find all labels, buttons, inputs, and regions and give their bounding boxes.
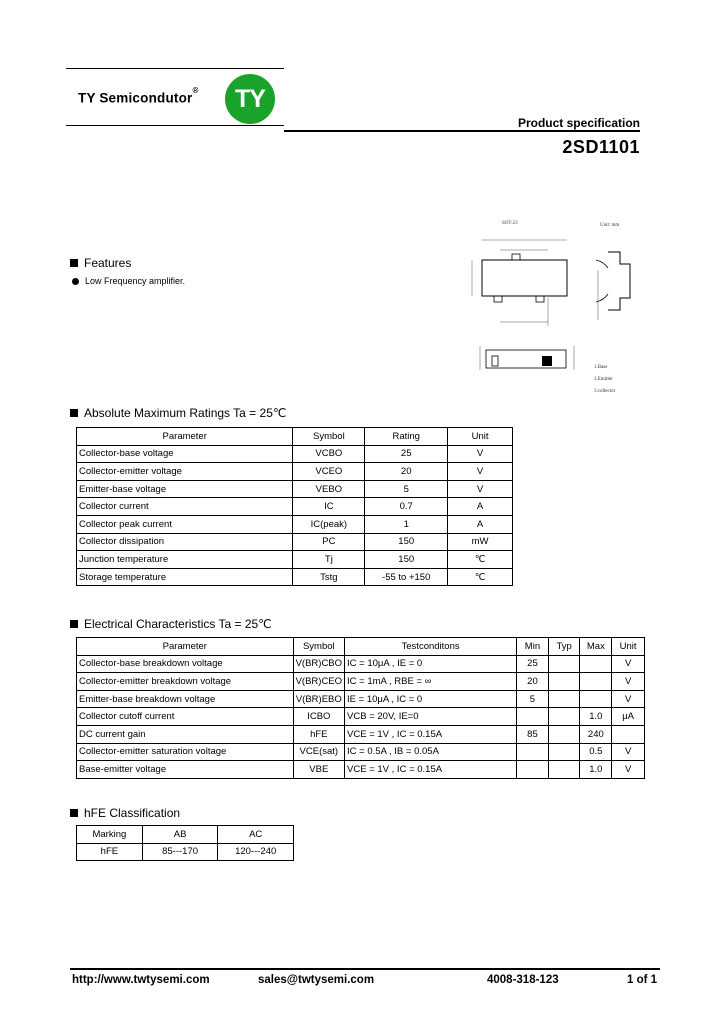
- table-cell: [548, 690, 580, 708]
- package-unit: Unit: mm: [600, 223, 620, 228]
- table-cell: V(BR)CEO: [293, 673, 344, 691]
- table-cell: 0.7: [365, 498, 448, 516]
- abs-max-table: [76, 427, 513, 586]
- elec-heading: Electrical Characteristics Ta = 25℃: [70, 617, 272, 631]
- package-name: SOT-23: [502, 221, 518, 226]
- table-row: [77, 708, 645, 726]
- pin-label-1: 1.Base: [594, 365, 608, 370]
- table-cell: 0.5: [580, 743, 612, 761]
- pin-label-2: 2.Emitter: [594, 377, 613, 382]
- table-row: [77, 445, 513, 463]
- table-cell: hFE: [77, 843, 143, 861]
- table-cell: 20: [517, 673, 549, 691]
- table-cell: 120---240: [218, 843, 294, 861]
- table-cell: Collector dissipation: [77, 533, 293, 551]
- package-outline-diagram: [470, 210, 650, 400]
- footer-phone: 4008-318-123: [487, 974, 559, 986]
- table-cell: Junction temperature: [77, 551, 293, 569]
- footer-page-number: 1 of 1: [627, 974, 658, 986]
- table-cell: [548, 655, 580, 673]
- table-cell: Tj: [293, 551, 365, 569]
- table-cell: 1: [365, 515, 448, 533]
- col-header: Parameter: [77, 428, 293, 446]
- table-cell: Collector-emitter breakdown voltage: [77, 673, 294, 691]
- footer-url-link[interactable]: http://www.twtysemi.com: [72, 974, 210, 986]
- table-cell: VCBO: [293, 445, 365, 463]
- table-cell: 150: [365, 533, 448, 551]
- table-cell: ℃: [448, 568, 513, 586]
- table-cell: [517, 761, 549, 779]
- table-cell: [548, 743, 580, 761]
- hfe-table: [76, 825, 294, 861]
- table-cell: [517, 708, 549, 726]
- table-cell: V: [612, 673, 645, 691]
- table-cell: V: [448, 445, 513, 463]
- table-cell: Base-emitter voltage: [77, 761, 294, 779]
- table-cell: V: [448, 480, 513, 498]
- table-cell: Collector cutoff current: [77, 708, 294, 726]
- table-cell: 20: [365, 463, 448, 481]
- table-cell: V(BR)CBO: [293, 655, 344, 673]
- table-row: [77, 480, 513, 498]
- table-row: [77, 843, 294, 861]
- table-cell: [548, 708, 580, 726]
- col-header: Parameter: [77, 638, 294, 656]
- table-cell: Collector-base breakdown voltage: [77, 655, 294, 673]
- abs-max-heading: Absolute Maximum Ratings Ta = 25℃: [70, 406, 286, 420]
- col-header: Testconditons: [345, 638, 517, 656]
- table-cell: 85---170: [142, 843, 218, 861]
- table-cell: [548, 673, 580, 691]
- col-header: Symbol: [293, 428, 365, 446]
- table-cell: 85: [517, 725, 549, 743]
- table-cell: V: [612, 743, 645, 761]
- table-cell: 1.0: [580, 761, 612, 779]
- table-cell: A: [448, 515, 513, 533]
- col-header: AC: [218, 826, 294, 844]
- table-cell: [580, 690, 612, 708]
- col-header: Max: [580, 638, 612, 656]
- table-cell: VCE(sat): [293, 743, 344, 761]
- table-cell: VCB = 20V, IE=0: [345, 708, 517, 726]
- table-row: [77, 568, 513, 586]
- table-cell: Collector-emitter voltage: [77, 463, 293, 481]
- table-cell: [548, 725, 580, 743]
- table-cell: Emitter-base voltage: [77, 480, 293, 498]
- col-header: AB: [142, 826, 218, 844]
- elec-table: [76, 637, 645, 779]
- col-header: Marking: [77, 826, 143, 844]
- table-cell: μA: [612, 708, 645, 726]
- table-cell: IC = 0.5A , IB = 0.05A: [345, 743, 517, 761]
- table-row: [77, 725, 645, 743]
- table-row: [77, 743, 645, 761]
- table-row: [77, 655, 645, 673]
- table-row: [77, 463, 513, 481]
- table-cell: 25: [365, 445, 448, 463]
- table-header-row: [77, 638, 645, 656]
- table-header-row: [77, 826, 294, 844]
- table-cell: mW: [448, 533, 513, 551]
- col-header: Min: [517, 638, 549, 656]
- table-cell: DC current gain: [77, 725, 294, 743]
- table-cell: IC = 10μA , IE = 0: [345, 655, 517, 673]
- footer-rule: [70, 968, 660, 970]
- hfe-heading: hFE Classification: [70, 806, 180, 820]
- table-cell: ICBO: [293, 708, 344, 726]
- col-header: Rating: [365, 428, 448, 446]
- table-cell: Emitter-base breakdown voltage: [77, 690, 294, 708]
- header-mid-rule: [66, 125, 284, 126]
- table-cell: [580, 655, 612, 673]
- footer-email-link[interactable]: sales@twtysemi.com: [258, 974, 375, 986]
- table-cell: PC: [293, 533, 365, 551]
- table-cell: V: [612, 761, 645, 779]
- col-header: Typ: [548, 638, 580, 656]
- table-cell: 5: [365, 480, 448, 498]
- square-bullet-icon: [70, 409, 78, 417]
- pin-label-3: 3.collector: [594, 389, 616, 394]
- round-bullet-icon: [72, 278, 79, 285]
- company-logo: TY: [225, 74, 275, 124]
- table-cell: VCEO: [293, 463, 365, 481]
- header-main-rule: [284, 130, 640, 132]
- table-header-row: [77, 428, 513, 446]
- brand-name: TY Semicondutor®: [78, 86, 199, 106]
- table-cell: [612, 725, 645, 743]
- table-cell: A: [448, 498, 513, 516]
- square-bullet-icon: [70, 809, 78, 817]
- feature-item: Low Frequency amplifier.: [72, 276, 185, 286]
- table-row: [77, 551, 513, 569]
- table-row: [77, 533, 513, 551]
- table-cell: 25: [517, 655, 549, 673]
- table-cell: V: [612, 655, 645, 673]
- table-cell: 150: [365, 551, 448, 569]
- table-row: [77, 498, 513, 516]
- features-heading: Features: [70, 256, 131, 270]
- table-cell: [548, 761, 580, 779]
- table-row: [77, 761, 645, 779]
- header-top-rule: [66, 68, 284, 69]
- document-type: Product specification: [517, 116, 640, 130]
- table-cell: Collector peak current: [77, 515, 293, 533]
- table-row: [77, 515, 513, 533]
- table-cell: VEBO: [293, 480, 365, 498]
- part-number: 2SD1101: [562, 137, 640, 157]
- table-cell: VBE: [293, 761, 344, 779]
- table-cell: Collector current: [77, 498, 293, 516]
- table-cell: VCE = 1V , IC = 0.15A: [345, 725, 517, 743]
- table-row: [77, 673, 645, 691]
- square-bullet-icon: [70, 259, 78, 267]
- table-cell: VCE = 1V , IC = 0.15A: [345, 761, 517, 779]
- table-cell: IC: [293, 498, 365, 516]
- table-row: [77, 690, 645, 708]
- table-cell: 240: [580, 725, 612, 743]
- table-cell: Storage temperature: [77, 568, 293, 586]
- table-cell: -55 to +150: [365, 568, 448, 586]
- table-cell: IE = 10μA , IC = 0: [345, 690, 517, 708]
- table-cell: Tstg: [293, 568, 365, 586]
- table-cell: Collector-base voltage: [77, 445, 293, 463]
- table-cell: hFE: [293, 725, 344, 743]
- table-cell: Collector-emitter saturation voltage: [77, 743, 294, 761]
- square-bullet-icon: [70, 620, 78, 628]
- table-cell: [580, 673, 612, 691]
- table-cell: V: [448, 463, 513, 481]
- col-header: Unit: [612, 638, 645, 656]
- table-cell: IC = 1mA , RBE = ∞: [345, 673, 517, 691]
- table-cell: V(BR)EBO: [293, 690, 344, 708]
- table-cell: V: [612, 690, 645, 708]
- col-header: Symbol: [293, 638, 344, 656]
- table-cell: 5: [517, 690, 549, 708]
- table-cell: [517, 743, 549, 761]
- col-header: Unit: [448, 428, 513, 446]
- table-cell: IC(peak): [293, 515, 365, 533]
- table-cell: ℃: [448, 551, 513, 569]
- table-cell: 1.0: [580, 708, 612, 726]
